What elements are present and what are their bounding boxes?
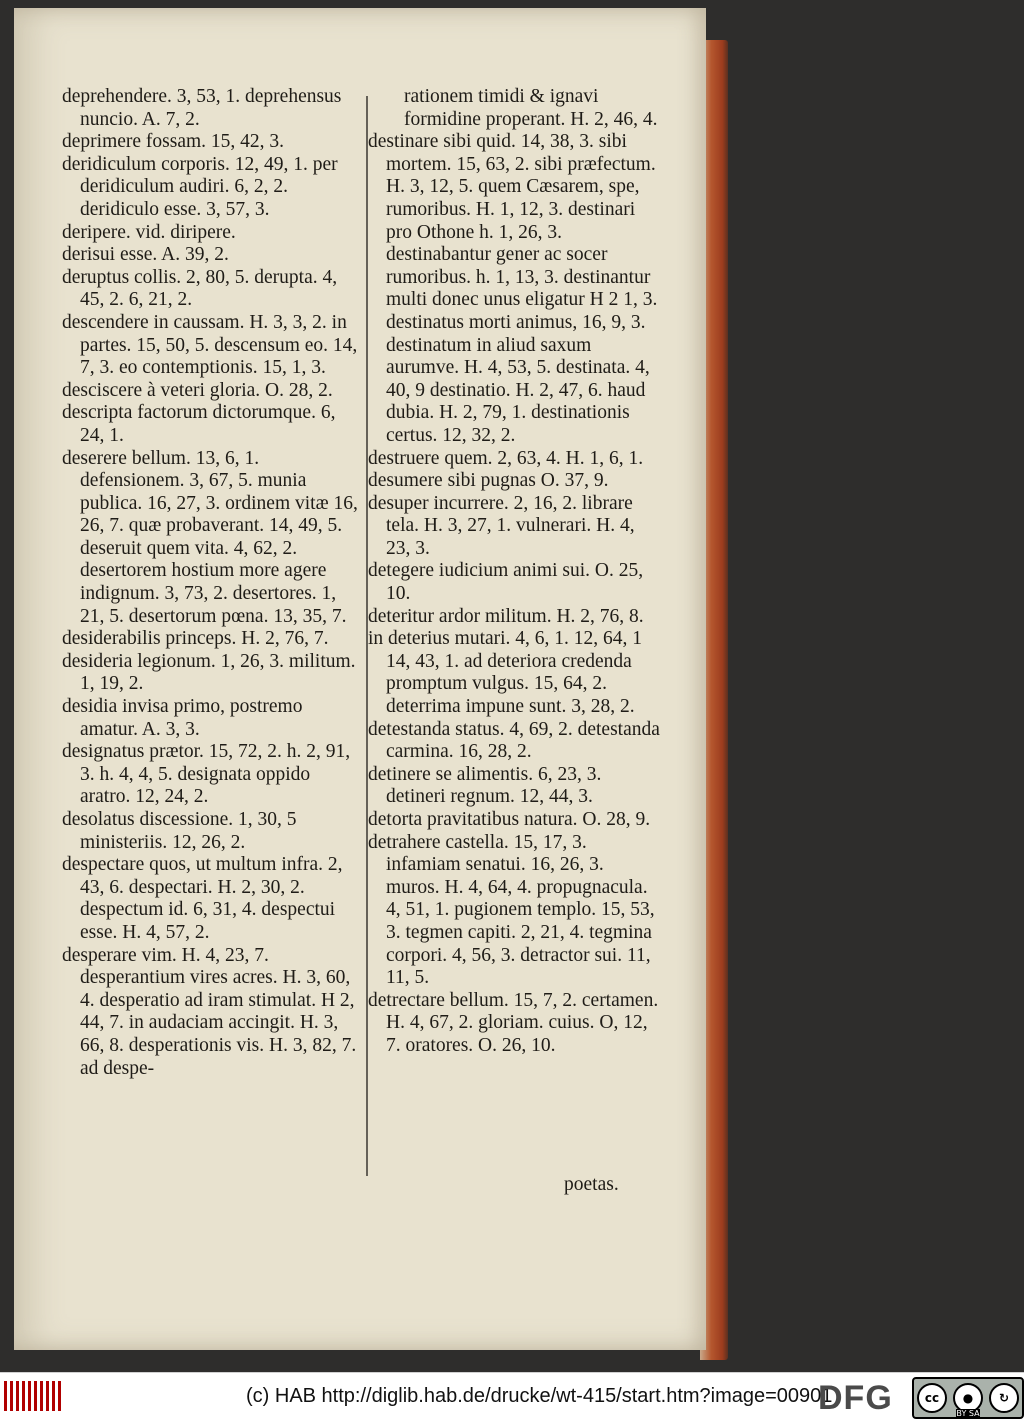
cc-icon: cc [917,1383,947,1413]
index-entry: descripta factorum dictorumque. 6, 24, 1. [62,402,336,446]
citation-link[interactable]: (c) HAB http://diglib.hab.de/drucke/wt-415/start.htm?image=00901 [246,1385,833,1407]
hab-barcode-logo [4,1381,61,1411]
index-entry: desideria legionum. 1, 26, 3. militum. 1, 19, 2. [62,650,356,695]
index-entry: deripere. vid. diripere. [62,221,236,243]
index-entry: deteritur ardor militum. H. 2, 76, 8. [368,605,644,627]
index-entry: desperare vim. H. 4, 23, 7. desperantium vires acres. H. 3, 60, 4. desperatio ad iram stimulat. H 2, 44, 7. in audaciam accingit. H. 3, 66, 8. desperationis vis. H. 3, 82, 7. ad despe- [62,944,357,1079]
cc-license-badge[interactable] [912,1377,1024,1419]
index-entry: deruptus collis. 2, 80, 5. derupta. 4, 45, 2. 6, 21, 2. [62,266,338,311]
license-label: BY SA [956,1409,980,1418]
index-entry: desiderabilis princeps. H. 2, 76, 7. [62,628,329,650]
index-entry: desidia invisa primo, postremo amatur. A. 3, 3. [62,696,303,740]
index-entry: deserere bellum. 13, 6, 1. defensionem. 3, 67, 5. munia publica. 16, 27, 3. ordinem vitæ 16, 26, 7. quæ probaverant. 14, 49, 5. deseruit quem vita. 4, 62, 2. desertorem hostium more agere indignum. 3, 73, 2. desertores. 1, 21, 5. desertorum pœna. 13, 35, 7. [62,447,358,627]
index-entry: desciscere à veteri gloria. O. 28, 2. [62,379,333,401]
index-entry: detrectare bellum. 15, 7, 2. certamen. H. 4, 67, 2. gloriam. cuius. O, 12, 7. oratores. O. 26, 10. [368,989,659,1056]
left-column [62,86,362,1080]
by-icon: ● [953,1383,983,1413]
index-entry: despectare quos, ut multum infra. 2, 43, 6. despectari. H. 2, 30, 2. despectum id. 6, 31, 4. despectui esse. H. 4, 57, 2. [62,854,343,943]
catchword: poetas. [564,1174,619,1195]
index-entry: detinere se alimentis. 6, 23, 3. detineri regnum. 12, 44, 3. [368,763,602,808]
sa-icon: ↻ [989,1383,1019,1413]
dfg-logo: DFG [818,1379,893,1417]
index-entry: desolatus discessione. 1, 30, 5 ministeriis. 12, 26, 2. [62,809,297,853]
index-entry: desumere sibi pugnas O. 37, 9. [368,470,609,492]
index-entry: deprimere fossam. 15, 42, 3. [62,131,285,153]
index-entry: deridiculum corporis. 12, 49, 1. per deridiculum audiri. 6, 2, 2. deridiculo esse. 3, 57, 3. [62,153,338,220]
index-entry: destruere quem. 2, 63, 4. H. 1, 6, 1. [368,447,644,469]
index-entry: deprehendere. 3, 53, 1. deprehensus nuncio. A. 7, 2. [62,86,342,130]
index-entry: designatus prætor. 15, 72, 2. h. 2, 91, 3. h. 4, 4, 5. designata oppido aratro. 12, 24, 2. [62,741,351,808]
index-entry: detestanda status. 4, 69, 2. detestanda carmina. 16, 28, 2. [368,718,660,763]
index-entry: in deterius mutari. 4, 6, 1. 12, 64, 1 14, 43, 1. ad deteriora credenda promptum vulgus. 15, 64, 2. deterrima impune sunt. 3, 28, 2. [368,628,643,718]
index-entry: detorta pravitatibus natura. O. 28, 9. [368,809,651,830]
index-entry: desuper incurrere. 2, 16, 2. librare tela. H. 3, 27, 1. vulnerari. H. 4, 23, 3. [368,492,635,559]
right-column [368,86,660,1058]
scanned-page [14,8,706,1350]
index-entry: detrahere castella. 15, 17, 3. infamiam senatui. 16, 26, 3. muros. H. 4, 64, 4. propugnacula. 4, 51, 1. pugionem templo. 15, 53, 3. tegmen capiti. 2, 21, 4. tegmina corpori. 4, 56, 3. detractor sui. 11, 11, 5. [368,831,655,989]
index-entry: descendere in caussam. H. 3, 3, 2. in partes. 15, 50, 5. descensum eo. 14, 7, 3. eo contemptionis. 15, 1, 3. [62,311,358,379]
index-entry: destinare sibi quid. 14, 38, 3. sibi mortem. 15, 63, 2. sibi præfectum. H. 3, 12, 5. quem Cæsarem, spe, rumoribus. H. 1, 12, 3. destinari pro Othone h. 1, 26, 3. destinabantur gener ac socer rumoribus. h. 1, 13, 3. destinantur multi donec unus eligatur H 2 1, 3. destinatus morti animus, 16, 9, 3. destinatum in aliud saxum aurumve. H. 4, 53, 5. destinata. 4, 40, 9 destinatio. H. 2, 47, 6. haud dubia. H. 2, 79, 1. destinationis certus. 12, 32, 2. [368,131,658,446]
index-entry: detegere iudicium animi sui. O. 25, 10. [368,560,644,605]
index-entry: rationem timidi & ignavi formidine properant. H. 2, 46, 4. [404,86,658,130]
footer-bar [0,1372,1024,1419]
index-entry: derisui esse. A. 39, 2. [62,244,229,266]
